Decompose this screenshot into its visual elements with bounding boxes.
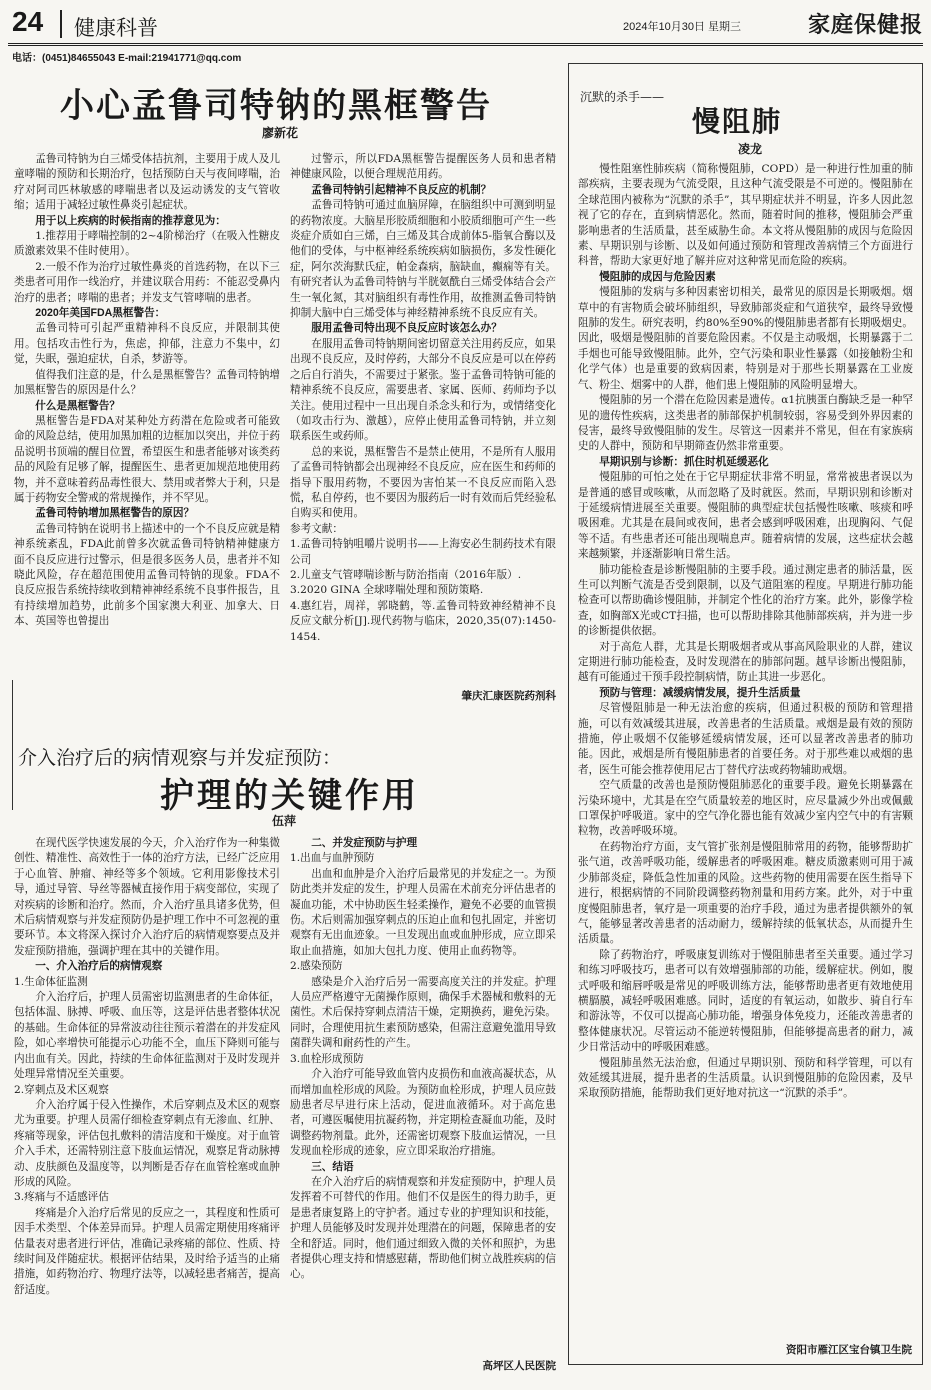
section-heading: 二、并发症预防与护理	[311, 837, 418, 849]
paragraph: 慢阻肺的可怕之处在于它早期症状非常不明显，常常被患者误以为是普通的感冒或咳嗽，从而忽略了及时就医。然而，早期识别和诊断对于延缓病情进展至关重要。慢阻肺的典型症状包括慢性咳嗽、咳痰和呼吸困难。尤其是在晨间或夜间，患者会感到呼吸困难，出现胸闷、气促等不适。有些患者还可能出现喘息声。随着病情的发展，这些症状会越来越频繁，并逐渐影响日常生活。	[578, 471, 913, 561]
paragraph: 出血和血肿是介入治疗后最常见的并发症之一。为预防此类并发症的发生，护理人员需在术前充分评估患者的凝血功能，术中协助医生轻柔操作，避免不必要的血管损伤。术后则需加强穿刺点的压迫止血和包扎固定，并密切观察有无出血迹象。一旦发现出血或血肿形成，应立即采取止血措施，如加大包扎力度、使用止血药物等。	[290, 867, 556, 957]
article2-source: 高坪区人民医院	[482, 1360, 556, 1372]
header-rule	[8, 43, 923, 46]
paragraph: 在药物治疗方面，支气管扩张剂是慢阻肺常用的药物，能够帮助扩张气道，改善呼吸功能，缓解患者的呼吸困难。糖皮质激素则可用于减少肺部炎症，降低急性加重的风险。这些药物的使用需要在医生指导下进行，根据病情的不同阶段调整药物剂量和用药方案。此外，对于中重度慢阻肺患者，氧疗是一项重要的治疗手段，通过为患者提供额外的氧气，能够显著改善患者的活动耐力，缓解持续的低氧状态，从而提升生活质量。	[578, 840, 913, 946]
paragraph: 值得我们注意的是，什么是黑框警告？孟鲁司特钠增加黑框警告的原因是什么？	[14, 368, 280, 397]
subheading: 1.孟鲁司特钠咀嚼片说明书——上海安必生制药技术有限公司	[290, 538, 556, 566]
subheading: 3.2020 GINA 全球哮喘处理和预防策略.	[290, 584, 484, 597]
paragraph: 疼痛是介入治疗后常见的反应之一，其程度和性质可因手术类型、个体差异而异。护理人员需定期使用疼痛评估量表对患者进行评估，准确记录疼痛的部位、性质、持续时间及伴随症状。根据评估结果，及时给予适当的止痛措施，如药物治疗、物理疗法等，以减轻患者痛苦，提高舒适度。	[14, 1206, 280, 1296]
section-heading: 孟鲁司特钠增加黑框警告的原因？	[35, 507, 195, 520]
paragraph: 过警示，所以FDA黑框警告提醒医务人员和患者精神健康风险，以便合理规范用药。	[290, 153, 556, 181]
article1-author: 廖新花	[262, 126, 299, 140]
article1-column-2	[290, 152, 556, 672]
paragraph: 总的来说，黑框警告不是禁止使用，不是所有人服用了孟鲁司特钠都会出现神经不良反应，应在医生和药师的指导下服用药物，不要因为害怕某一不良反应而陷入恐慌，私自停药，也不要因为服药后一时有效而后凭经验私自购买和使用。	[290, 445, 556, 520]
section-name: 健康科普	[74, 16, 158, 40]
article2-column-1	[14, 836, 280, 1376]
article-divider	[12, 680, 13, 810]
paragraph: 介入治疗后，护理人员需密切监测患者的生命体征，包括体温、脉搏、呼吸、血压等，这是评估患者整体状况的基础。生命体征的异常波动往往预示着潜在的并发症风险，如心率增快可能提示心功能不全，血压下降则可能与内出血有关。因此，持续的生命体征监测对于及时发现并处理异常情况至关重要。	[14, 991, 280, 1081]
paragraph: 慢阻肺的另一个潜在危险因素是遗传。α1抗胰蛋白酶缺乏是一种罕见的遗传性疾病，这类患者的肺部保护机制较弱，容易受到外界因素的侵害，最终导致慢阻肺的发生。尽管这一因素并不常见，但在有家族病史的人群中，预防和早期筛查仍然非常重要。	[578, 394, 913, 453]
article1-source: 肇庆汇康医院药剂科	[461, 690, 556, 702]
subheading: 参考文献：	[290, 522, 343, 535]
section-heading: 早期识别与诊断：抓住时机延缓恶化	[599, 455, 769, 468]
article2-title: 护理的关键作用	[160, 776, 419, 816]
section-heading: 三、结语	[311, 1160, 354, 1173]
paragraph: 孟鲁司特钠在说明书上描述中的一个不良反应就是精神系统紊乱，FDA此前曾多次就孟鲁司特钠精神健康方面不良反应进行过警示，但是很多医务人员，患者并不知晓此风险，存在超范围使用孟鲁司特钠的现象。FDA不良反应报告系统持续收到精神神经系统不良事件报告，且有持续增加趋势，此前多个国家澳大利亚、加拿大、日本、英国等也曾提出	[14, 522, 280, 628]
paragraph: 感染是介入治疗后另一需要高度关注的并发症。护理人员应严格遵守无菌操作原则，确保手术器械和敷料的无菌性。术后保持穿刺点清洁干燥，定期换药，避免污染。同时，合理使用抗生素预防感染，但需注意避免滥用导致菌群失调和耐药性的产生。	[290, 975, 556, 1050]
paragraph: 介入治疗属于侵入性操作，术后穿刺点及术区的观察尤为重要。护理人员需仔细检查穿刺点有无渗血、红肿、疼痛等现象，评估包扎敷料的清洁度和干燥度。对于血管介入手术，还需特别注意下肢血运情况，观察足背动脉搏动、皮肤颜色及温度等，以判断是否存在血管栓塞或血肿形成的风险。	[14, 1098, 280, 1188]
section-heading: 孟鲁司特钠引起精神不良反应的机制？	[311, 183, 492, 196]
subheading: 1.生命体征监测	[14, 975, 88, 988]
subheading: 1.出血与血肿预防	[290, 852, 375, 865]
section-heading: 什么是黑框警告？	[35, 399, 120, 412]
page-number: 24	[12, 6, 44, 37]
paragraph: 慢阻肺虽然无法治愈，但通过早期识别、预防和科学管理，可以有效延缓其进展，提升患者的生活质量。认识到慢阻肺的危险因素，及早采取预防措施，能帮助我们更好地对抗这一“沉默的杀手”。	[578, 1056, 913, 1100]
section-heading: 服用孟鲁司特出现不良反应时该怎么办？	[311, 322, 502, 335]
page-header	[8, 6, 923, 42]
section-heading: 用于以上疾病的时候指南的推荐意见为：	[35, 214, 226, 227]
paragraph: 在服用孟鲁司特钠期间密切留意关注用药反应，如果出现不良反应，及时停药，大部分不良反应是可以在停药之后自行消失，不需要过于紧张。鉴于孟鲁司特钠可能的精神系统不良反应，需要患者、家属、医师、药师均予以关注。使用过程中一旦出现自杀念头和行为，或情绪变化（如攻击行为、激越），应停止使用孟鲁司特钠，并立刻联系医生或药师。	[290, 337, 556, 443]
paragraph: 1.推荐用于哮喘控制的2~4阶梯治疗（在吸入性糖皮质激素效果不佳时使用）。	[14, 230, 280, 258]
section-heading: 预防与管理：减缓病情发展，提升生活质量	[599, 686, 801, 699]
paragraph: 孟鲁司特可引起严重精神科不良反应，并限制其使用。包括攻击性行为，焦虑，抑郁，注意力不集中，幻觉，失眠，强迫症状，自杀，梦游等。	[14, 322, 280, 366]
article3-body	[578, 162, 913, 1338]
article3-kicker: 沉默的杀手——	[580, 90, 665, 104]
header-divider	[60, 10, 62, 38]
section-heading: 2020年美国FDA黑框警告：	[35, 307, 166, 320]
paragraph: 在介入治疗后的病情观察和并发症预防中，护理人员发挥着不可替代的作用。他们不仅是医生的得力助手，更是患者康复路上的守护者。通过专业的护理知识和技能，护理人员能够及时发现并处理潜在的问题，保障患者的安全和舒适。同时，他们通过细致入微的关怀和照护，为患者提供心理支持和情感慰藉，帮助他们树立战胜疾病的信心。	[290, 1175, 556, 1281]
subheading: 3.疼痛与不适感评估	[14, 1191, 109, 1204]
paragraph: 慢阻肺的发病与多种因素密切相关，最常见的原因是长期吸烟。烟草中的有害物质会破坏肺组织，导致肺部炎症和气道狭窄，最终导致慢阻肺的发生。研究表明，约80%至90%的慢阻肺患者都有长期吸烟史。因此，吸烟是慢阻肺的首要危险因素。不仅是主动吸烟，长期暴露于二手烟也可能导致慢阻肺。此外，空气污染和职业性暴露（如接触粉尘和化学气体）也是重要的致病因素，特别是对于那些长期暴露在工业废气、粉尘、烟雾中的人群，他们患上慢阻肺的风险明显增大。	[578, 286, 913, 391]
paragraph: 孟鲁司特钠可通过血脑屏障，在脑组织中可测到明显的药物浓度。大脑星形胶质细胞和小胶质细胞可产生一些炎症介质如白三烯，白三烯及其合成前体5-脂氧合酶以及他们的受体，与中枢神经系统疾病如脑损伤，多发性硬化症，阿尔茨海默氏症，帕金森病，脑缺血，癫痫等有关。有研究者认为孟鲁司特钠与半胱氨酰白三烯受体结合会产生一氧化氮，其对脑组织有毒性作用，故推测孟鲁司特钠抑制大脑中白三烯受体与神经精神系统不良反应有关。	[290, 199, 556, 320]
subheading: 3.血栓形成预防	[290, 1052, 364, 1065]
article1-title: 小心孟鲁司特钠的黑框警告	[60, 86, 492, 126]
article2-subtitle: 介入治疗后的病情观察与并发症预防：	[18, 747, 342, 769]
paragraph: 肺功能检查是诊断慢阻肺的主要手段。通过测定患者的肺活量，医生可以判断气流是否受到限制，以及气道阻塞的程度。早期进行肺功能检查可以帮助确诊慢阻肺，并制定个性化的治疗方案。此外，影像学检查，如胸部X光或CT扫描，也可以帮助排除其他肺部疾病，并为进一步的诊断提供依据。	[578, 563, 913, 638]
article2-column-2	[290, 836, 556, 1356]
paragraph: 尽管慢阻肺是一种无法治愈的疾病，但通过积极的预防和管理措施，可以有效减缓其进展，改善患者的生活质量。戒烟是最有效的预防措施，停止吸烟不仅能够延缓病情发展，还可以显著改善患者的肺功能。因此，戒烟是所有慢阻肺患者的首要任务。对于那些难以戒烟的患者，医生可能会推荐使用尼古丁替代疗法或药物辅助戒烟。	[578, 702, 913, 776]
contact-line: 电话：(0451)84655043 E-mail:21941771@qq.com	[12, 53, 242, 64]
paragraph: 介入治疗可能导致血管内皮损伤和血液高凝状态，从而增加血栓形成的风险。为预防血栓形成，护理人员应鼓励患者尽早进行床上活动，促进血液循环。对于高危患者，可遵医嘱使用抗凝药物，并定期检查凝血功能，及时调整药物剂量。此外，还需密切观察下肢血运情况，一旦发现血栓形成的迹象，应立即采取治疗措施。	[290, 1068, 556, 1158]
subheading: 2.儿童支气管哮喘诊断与防治指南（2016年版）.	[290, 568, 522, 581]
section-heading: 一、介入治疗后的病情观察	[35, 960, 163, 973]
article1-column-1	[14, 152, 280, 736]
subheading: 2.感染预防	[290, 960, 343, 973]
paragraph: 黑框警告是FDA对某种处方药潜在危险或者可能致命的风险总结，使用加黑加粗的边框加以突出，并位于药品说明书顶端的醒目位置，希望医生和患者能够对该类药品的风险有足够了解，提醒医生、患者更加规范地使用药物，并不意味着药品毒性很大、禁用或者弊大于利，只是属于药物安全警戒的常规操作，并不罕见。	[14, 414, 280, 504]
article3-author: 凌龙	[738, 142, 763, 156]
paragraph: 除了药物治疗，呼吸康复训练对于慢阻肺患者至关重要。通过学习和练习呼吸技巧，患者可以有效增强肺部的功能，缓解症状。例如，腹式呼吸和缩唇呼吸是常见的呼吸训练方法，能够帮助患者更有效地使用横膈膜，减轻呼吸困难感。同时，适度的有氧运动，如散步、骑自行车和游泳等，不仅可以提高心肺功能，增强身体免疫力，还能改善患者的整体健康状况。尽管运动不能逆转慢阻肺，但能够提高患者的耐力，减少日常活动中的呼吸困难感。	[578, 948, 913, 1054]
article3-title: 慢阻肺	[692, 105, 783, 138]
paragraph: 对于高危人群，尤其是长期吸烟者或从事高风险职业的人群，建议定期进行肺功能检查，及时发现潜在的肺部问题。越早诊断出慢阻肺，越有可能通过干预手段控制病情，防止其进一步恶化。	[578, 640, 913, 684]
subheading: 2.穿刺点及术区观察	[14, 1083, 109, 1096]
paragraph: 孟鲁司特钠为白三烯受体拮抗剂，主要用于成人及儿童哮喘的预防和长期治疗，包括预防白天与夜间哮喘，治疗对阿司匹林敏感的哮喘患者以及运动诱发的支气管收缩；适用于减轻过敏性鼻炎引起症状。	[14, 153, 280, 212]
paragraph: 在现代医学快速发展的今天，介入治疗作为一种集微创性、精准性、高效性于一体的治疗方法，已经广泛应用于心血管、肿瘤、神经等多个领域。它利用影像技术引导，通过导管、导丝等器械直接作用于病变部位，实现了对疾病的诊断和治疗。然而，介入治疗虽具诸多优势，但术后病情观察与并发症预防仍是护理工作中不可忽视的重要环节。本文将深入探讨介入治疗后的病情观察要点及并发症预防措施，强调护理在其中的关键作用。	[14, 837, 280, 957]
issue-date: 2024年10月30日 星期三	[623, 21, 741, 33]
paragraph: 空气质量的改善也是预防慢阻肺恶化的重要手段。避免长期暴露在污染环境中，尤其是在空气质量较差的地区时，应尽量减少外出或佩戴口罩保护呼吸道。家中的空气净化器也能有效减少室内空气中的有害颗粒物，改善呼吸环境。	[578, 779, 913, 838]
article2-author: 伍萍	[272, 814, 297, 828]
subheading: 4.惠红岩，周祥，郭晓鹤，等.孟鲁司特致神经精神不良反应文献分析[J].现代药物与临床，2020,35(07):1450-1454.	[290, 599, 556, 643]
article3-source: 资阳市雁江区宝台镇卫生院	[786, 1344, 912, 1356]
paragraph: 慢性阻塞性肺疾病（简称慢阻肺，COPD）是一种进行性加重的肺部疾病，主要表现为气流受限，且这种气流受限是不可逆的。慢阻肺在全球范围内被称为“沉默的杀手”，其早期症状并不明显，许多人因此忽视了它的存在，直到病情恶化。然而，随着时间的推移，慢阻肺会严重影响患者的生活质量，甚至威胁生命。本文将从慢阻肺的成因与危险因素、早期识别与诊断、以及如何通过预防和管理改善病情三个方面进行科普，帮助大家更好地了解并应对这种常见而危险的疾病。	[578, 163, 913, 268]
newspaper-name: 家庭保健报	[807, 12, 923, 38]
paragraph: 2.一般不作为治疗过敏性鼻炎的首选药物，在以下三类患者可用作一线治疗，并建议联合用药：不能忍受鼻内治疗的患者；哮喘的患者；并发支气管哮喘的患者。	[14, 260, 280, 304]
section-heading: 慢阻肺的成因与危险因素	[599, 270, 716, 283]
